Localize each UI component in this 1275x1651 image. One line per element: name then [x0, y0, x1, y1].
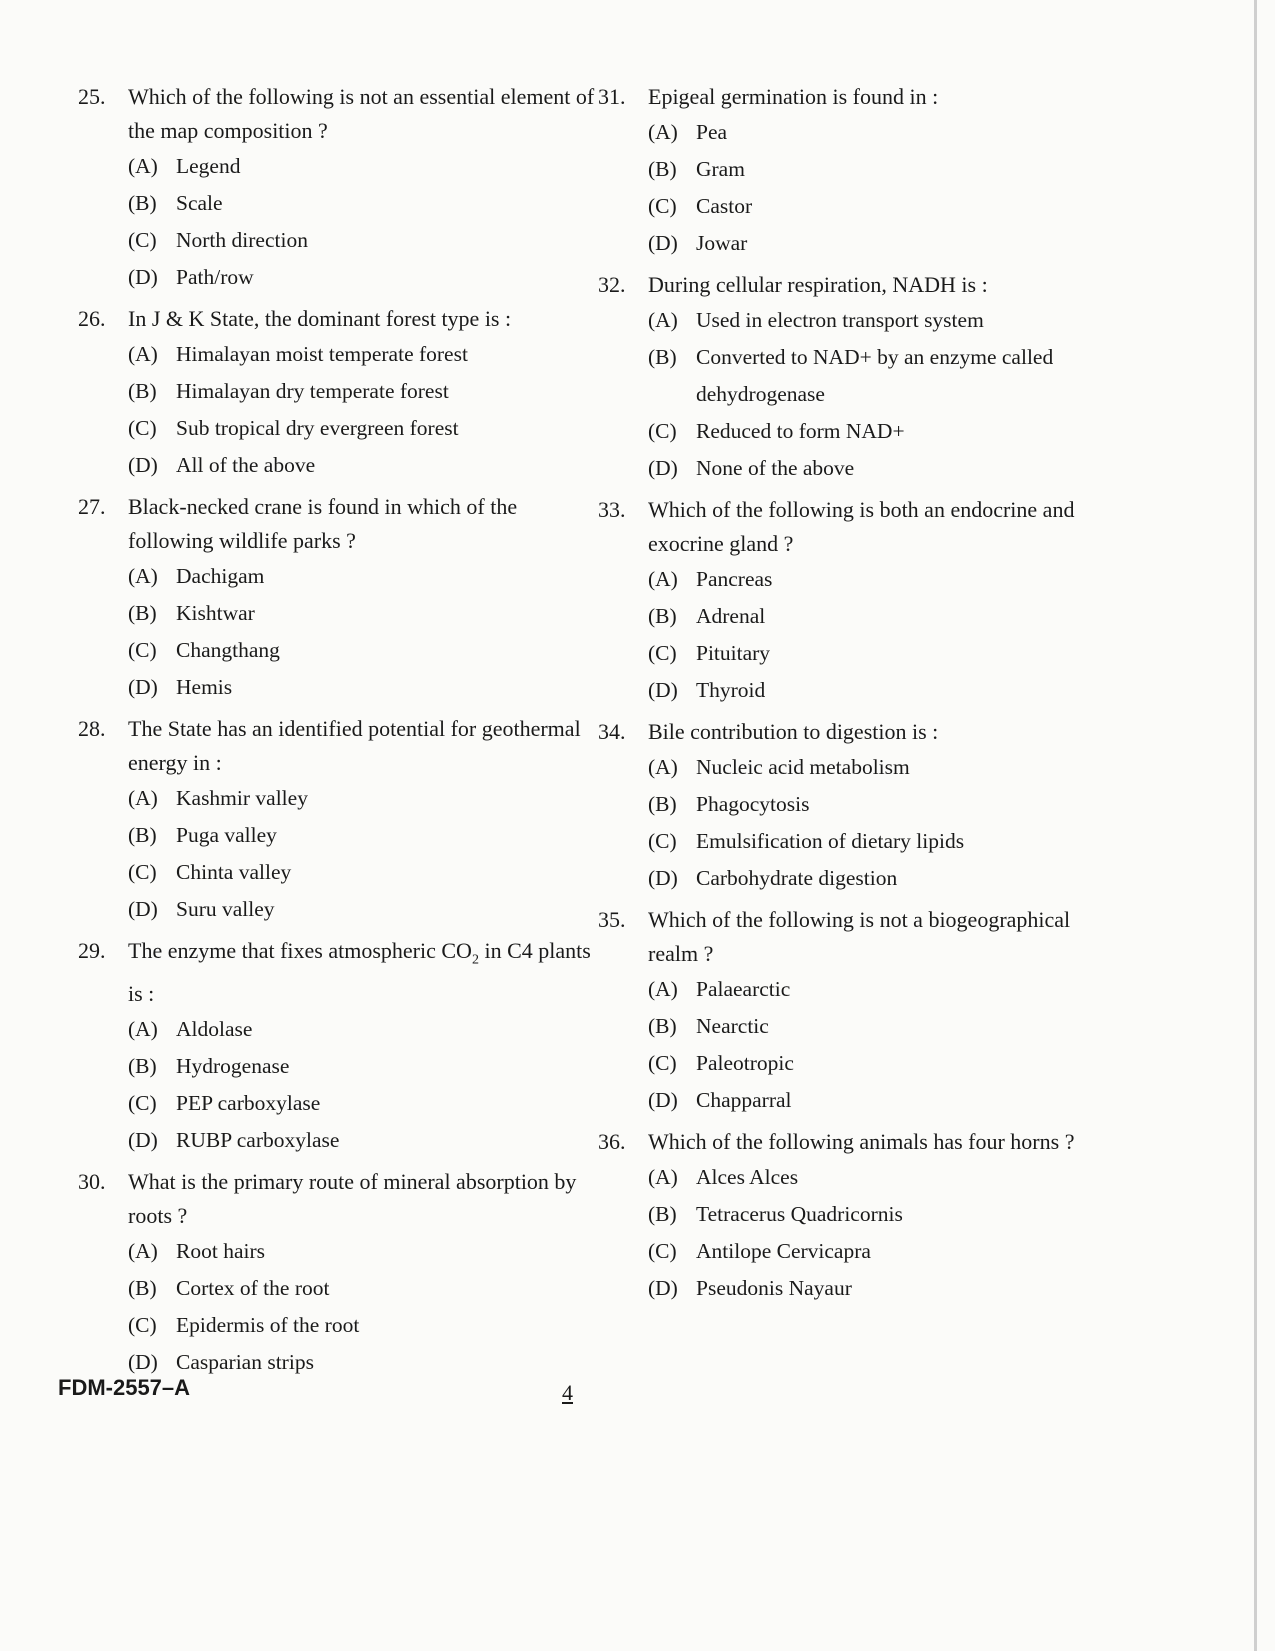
question-number: 34. — [598, 719, 626, 744]
question-number: 26. — [78, 306, 106, 331]
option-a: (A) Root hairs — [128, 1239, 265, 1264]
option-a: (A) Himalayan moist temperate forest — [128, 342, 468, 366]
option-b: (B) Tetracerus Quadricornis — [648, 1202, 903, 1226]
question-text: Which of the following is not a biogeographical realm ? — [648, 907, 1071, 966]
question-text: Black-necked crane is found in which of the following wildlife parks ? — [128, 494, 518, 553]
question-number: 30. — [78, 1169, 106, 1195]
question-34 — [598, 715, 1118, 897]
option-b: (B) Converted to NAD+ by an enzyme called dehydrogenase — [648, 345, 1054, 406]
question-number: 28. — [78, 716, 106, 741]
question-30 — [78, 1165, 598, 1381]
option-c: (C) Changthang — [128, 638, 280, 662]
question-text: Which of the following is not an essential element of the map composition ? — [128, 84, 595, 143]
question-text: Which of the following animals has four horns ? — [648, 1129, 1075, 1154]
question-number: 29. — [78, 938, 106, 963]
option-d: (D) Thyroid — [648, 678, 766, 702]
option-d: (D) Jowar — [648, 231, 748, 255]
question-text: The enzyme that fixes atmospheric $CO_2$ in C4 plants is : — [128, 938, 591, 1007]
option-a: (A) Pea — [648, 120, 728, 144]
question-text: Bile contribution to digestion is : — [648, 719, 939, 744]
question-number: 36. — [598, 1129, 626, 1154]
option-b: (B) Phagocytosis — [648, 792, 810, 816]
option-d: (D) Pseudonis Nayaur — [648, 1276, 852, 1300]
paper-code: FDM-2557–A — [58, 1375, 191, 1400]
option-a: (A) Used in electron transport system — [648, 308, 984, 332]
question-text: Epigeal germination is found in : — [648, 84, 939, 109]
option-b: (B) Himalayan dry temperate forest — [128, 379, 449, 403]
option-d: (D) RUBP carboxylase — [128, 1128, 340, 1153]
option-b: (B) Hydrogenase — [128, 1054, 290, 1079]
question-36 — [598, 1125, 1118, 1307]
question-29 — [78, 934, 598, 1159]
option-b: (B) Gram — [648, 157, 745, 181]
question-number: 31. — [598, 84, 626, 109]
option-c: (C) Emulsification of dietary lipids — [648, 829, 965, 853]
question-35 — [598, 903, 1118, 1119]
question-text: Which of the following is both an endocrine and exocrine gland ? — [648, 497, 1075, 556]
option-a: (A) Kashmir valley — [128, 786, 308, 810]
question-27 — [78, 490, 598, 706]
question-text: What is the primary route of mineral absorption by roots ? — [128, 1169, 577, 1229]
question-text: During cellular respiration, NADH is : — [648, 272, 988, 297]
left-question-column — [78, 80, 598, 1387]
option-a: (A) Pancreas — [648, 567, 773, 591]
option-d: (D) Chapparral — [648, 1088, 792, 1112]
option-c: (C) Reduced to form NAD+ — [648, 419, 905, 443]
option-b: (B) Adrenal — [648, 604, 766, 628]
option-d: (D) All of the above — [128, 453, 316, 477]
option-a: (A) Alces Alces — [648, 1165, 799, 1189]
question-number: 33. — [598, 497, 626, 522]
option-d: (D) Casparian strips — [128, 1350, 314, 1375]
option-b: (B) Puga valley — [128, 823, 277, 847]
option-c: (C) Sub tropical dry evergreen forest — [128, 416, 459, 440]
question-28 — [78, 712, 598, 928]
option-c: (C) Epidermis of the root — [128, 1313, 360, 1338]
option-c: (C) PEP carboxylase — [128, 1091, 321, 1116]
option-a: (A) Dachigam — [128, 564, 265, 588]
question-text: The State has an identified potential for geothermal energy in : — [128, 716, 581, 775]
option-c: (C) Antilope Cervicapra — [648, 1239, 871, 1263]
option-b: (B) Scale — [128, 191, 223, 215]
option-a: (A) Palaearctic — [648, 977, 791, 1001]
question-number: 32. — [598, 272, 626, 297]
page-edge-line — [1254, 0, 1257, 1651]
question-number: 25. — [78, 84, 106, 109]
right-question-column — [598, 80, 1118, 1313]
option-a: (A) Legend — [128, 154, 241, 178]
option-c: (C) North direction — [128, 228, 308, 252]
option-b: (B) Nearctic — [648, 1014, 769, 1038]
option-b: (B) Cortex of the root — [128, 1276, 330, 1301]
question-32 — [598, 268, 1118, 487]
option-d: (D) Path/row — [128, 265, 254, 289]
question-26 — [78, 302, 598, 484]
option-c: (C) Castor — [648, 194, 753, 218]
question-number: 27. — [78, 494, 106, 519]
question-25 — [78, 80, 598, 296]
option-c: (C) Paleotropic — [648, 1051, 794, 1075]
option-c: (C) Pituitary — [648, 641, 771, 665]
question-33 — [598, 493, 1118, 709]
option-d: (D) Carbohydrate digestion — [648, 866, 898, 890]
option-d: (D) None of the above — [648, 456, 855, 480]
option-a: (A) Aldolase — [128, 1017, 253, 1042]
question-number: 35. — [598, 907, 626, 932]
question-text: In J & K State, the dominant forest type is : — [128, 306, 512, 331]
option-d: (D) Hemis — [128, 675, 233, 699]
option-a: (A) Nucleic acid metabolism — [648, 755, 910, 779]
option-b: (B) Kishtwar — [128, 601, 255, 625]
option-d: (D) Suru valley — [128, 897, 275, 921]
option-c: (C) Chinta valley — [128, 860, 292, 884]
page-number: 4 — [562, 1380, 573, 1405]
question-31 — [598, 80, 1118, 262]
